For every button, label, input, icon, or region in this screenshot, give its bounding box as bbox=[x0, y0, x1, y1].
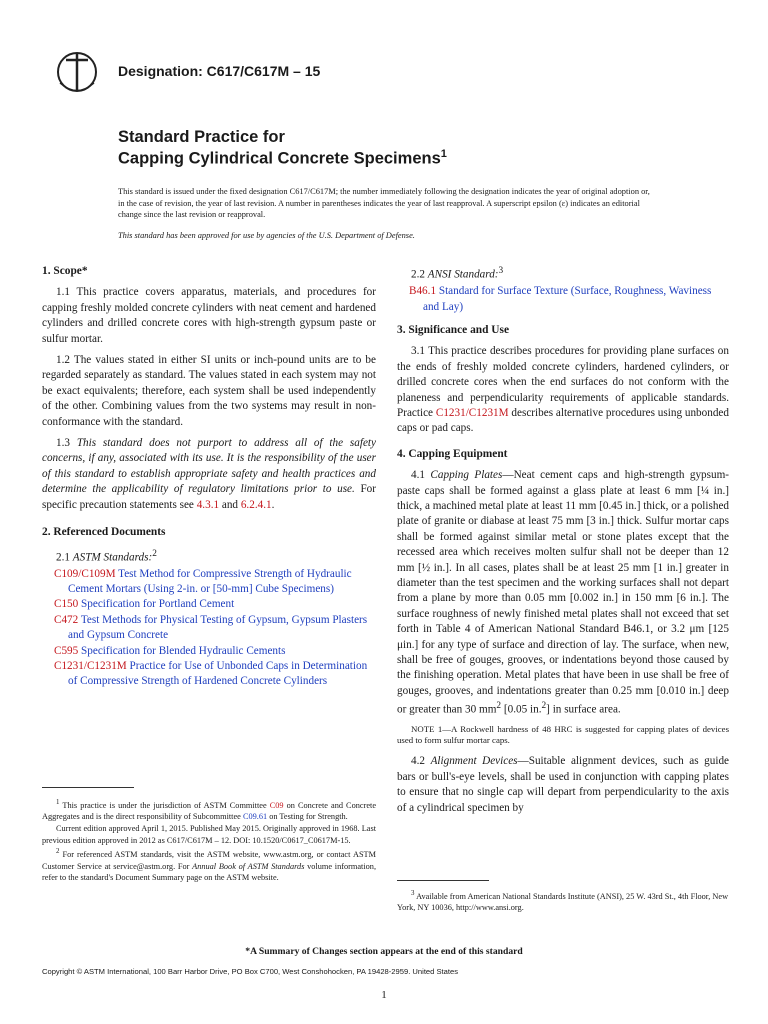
para-1-1: 1.1 This practice covers apparatus, materials, and procedures for capping freshly molded concrete cylinders with neat cement and hardened cylinders and drilled concrete cores with high-strength gypsum paste or sulfur mortar. bbox=[42, 286, 376, 345]
para-text: —Suitable alignment devices, such as guide bars or bull's-eye levels, shall be used in conjunction with capping plates to ensure that no single cap will depart from perpendicularity to the axis of a cylindrical specimen by bbox=[397, 755, 730, 814]
ref-item bbox=[42, 644, 376, 659]
para-text: [0.05 in. bbox=[501, 704, 542, 717]
superscript: 2 bbox=[541, 701, 547, 712]
ref-code-link[interactable]: C472 bbox=[54, 613, 79, 626]
link-c09-61[interactable]: C09.61 bbox=[242, 812, 268, 822]
right-column bbox=[397, 264, 729, 822]
sub-label: ANSI Standard: bbox=[427, 268, 499, 281]
note-1: NOTE 1—A Rockwell hardness of 48 HRC is suggested for capping plates of devices used to form sulfur mortar caps. bbox=[397, 724, 729, 746]
ref-title-link[interactable]: Practice for Use of Unbonded Caps in Determination of Compressive Strength of Hardened Concrete Cylinders bbox=[68, 660, 368, 688]
ref-code-link[interactable]: C109/C109M bbox=[54, 567, 116, 580]
ref-code-link[interactable]: C595 bbox=[54, 644, 79, 657]
para-num: 4.1 bbox=[411, 469, 431, 482]
para-text: describes alternative procedures using unbonded caps or pad caps. bbox=[397, 406, 729, 435]
section-4-heading: 4. Capping Equipment bbox=[397, 447, 508, 460]
footnote-1: $^1$ This practice is under the jurisdiction of ASTM Committee C09 on Concrete and Concrete Aggregates and is the direct responsibility of Subcommittee C09.61 on Testing for Strength. bbox=[42, 799, 376, 822]
dod-approval: This standard has been approved for use by agencies of the U.S. Department of Defense. bbox=[118, 231, 415, 240]
ref-title-link[interactable]: Specification for Portland Cement bbox=[78, 598, 235, 611]
designation: Designation: C617/C617M – 15 bbox=[118, 63, 321, 79]
para-text: ] in surface area. bbox=[546, 704, 621, 717]
footnotes-right bbox=[397, 888, 729, 914]
ref-item bbox=[42, 613, 376, 644]
para-4-1 bbox=[397, 468, 729, 718]
fn-text: on Testing for Strength. bbox=[267, 812, 348, 822]
copyright: Copyright © ASTM International, 100 Barr Harbor Drive, PO Box C700, West Conshohocken, PA 19428-2959. United States bbox=[42, 967, 459, 976]
fn-text: This practice is under the jurisdiction of ASTM Committee bbox=[62, 800, 270, 810]
section-2-heading: 2. Referenced Documents bbox=[42, 526, 166, 539]
footnote-2: $^2$ For referenced ASTM standards, visit the ASTM website, www.astm.org, or contact ASTM Customer Service at service@astm.org. For Annual Book of ASTM Standards volume information, refer to the standard's Document Summary page on the ASTM website. bbox=[42, 848, 377, 883]
footnote-1-current-edition: Current edition approved April 1, 2015. Published May 2015. Originally approved in 1968. Last previous edition approved in 2012 as C617/C617M – 12. DOI: 10.1520/C0617_C0617M-15. bbox=[42, 823, 376, 845]
ref-code-link[interactable]: B46.1 bbox=[409, 285, 437, 298]
ansi-standard-label bbox=[411, 264, 729, 283]
fn-text: on Concrete and Concrete Aggregates and is the direct responsibility of Subcommittee bbox=[42, 800, 376, 822]
para-text: For specific precaution statements see bbox=[42, 483, 377, 511]
link-4-3-1[interactable]: 4.3.1 bbox=[196, 498, 220, 511]
para-text: . bbox=[271, 498, 275, 511]
ref-title-link[interactable]: Specification for Blended Hydraulic Cements bbox=[78, 644, 286, 657]
para-num: 1.3 bbox=[56, 437, 77, 450]
para-3-1 bbox=[397, 344, 729, 436]
section-1-heading: 1. Scope* bbox=[42, 265, 88, 277]
para-text: —Neat cement caps and high-strength gypsum-paste caps shall be formed against a glass plate at least 6 mm [¼ in.] thick, a machined metal plate at least 11 mm [0.45 in.] thick, or a polished plate of granite or diabase at least 75 mm [3 in.] thick. Sulfur mortar caps shall be formed against similar metal or stone plates except that the recessed area which receives molten sulfur shall not be deeper than 12 mm [½ in.]. In all cases, plates shall be at least 25 mm [1 in.] greater in diameter than the test specimen and the working surfaces shall not depart from a plane by more than 0.05 mm [0.002 in.] in 150 mm [6 in.]. The surface roughness of newly finished metal plates shall not exceed that set forth in Table 4 of American National Standard B46.1, or 3.2 μm [125 μin.] for any type of surface and direction of lay. The surface, when new, shall be free of gouges, grooves, or indentations beyond those caused by the finishing operation. Metal plates that have been in use shall be free of gouges, grooves, and indentations greater than 0.25 mm [0.010 in.] deep or greater than 30 mm bbox=[397, 469, 730, 717]
ref-item bbox=[42, 597, 376, 612]
title-line-2 bbox=[118, 148, 447, 169]
sub-label: ASTM Standards: bbox=[72, 551, 153, 564]
para-num: 2.1 bbox=[56, 551, 73, 564]
ref-title-link[interactable]: Test Methods for Physical Testing of Gypsum, Gypsum Plasters and Gypsum Concrete bbox=[68, 613, 368, 642]
safety-statement: This standard does not purport to address all of the safety concerns, if any, associated with its use. It is the responsibility of the user of this standard to establish appropriate safety and health practices and determine the applicability of regulatory limitations prior to use. bbox=[42, 437, 377, 496]
left-column bbox=[42, 264, 376, 690]
title-text: Capping Cylindrical Concrete Specimens bbox=[118, 149, 441, 168]
page-number: 1 bbox=[381, 989, 387, 1001]
para-num: 4.2 bbox=[411, 755, 431, 768]
ref-code-link[interactable]: C150 bbox=[54, 598, 79, 611]
link-c09[interactable]: C09 bbox=[269, 800, 284, 810]
footnotes-left bbox=[42, 797, 376, 884]
ref-item bbox=[42, 659, 376, 690]
link-6-2-4-1[interactable]: 6.2.4.1 bbox=[240, 498, 272, 511]
ref-item bbox=[42, 567, 376, 598]
superscript: 2 bbox=[496, 701, 502, 712]
title-footnote-mark: 1 bbox=[440, 148, 447, 160]
para-num: 2.2 bbox=[411, 268, 428, 281]
footnote-3: $^3$ Available from American National Standards Institute (ANSI), 25 W. 43rd St., 4th Floor, New York, NY 10036, http://www.ansi.org. bbox=[397, 890, 729, 913]
astm-logo-icon bbox=[44, 50, 110, 106]
astm-standards-label bbox=[56, 547, 376, 566]
ref-item bbox=[397, 284, 729, 315]
para-1-3 bbox=[42, 436, 376, 513]
para-label: Alignment Devices bbox=[430, 755, 518, 768]
footnote-divider-left bbox=[42, 787, 134, 788]
fn-italic: Annual Book of ASTM Standards bbox=[192, 861, 305, 871]
para-text: and bbox=[219, 498, 241, 511]
astm-logo bbox=[44, 50, 110, 106]
footnote-mark: 3 bbox=[498, 266, 504, 276]
ref-code-link[interactable]: C1231/C1231M bbox=[54, 660, 127, 673]
ref-title-link[interactable]: Test Method for Compressive Strength of Hydraulic Cement Mortars (Using 2-in. or [50-mm] Cube Specimens) bbox=[68, 567, 352, 596]
fn-text: For referenced ASTM standards, visit the ASTM website, www.astm.org, or contact ASTM Customer Service at service@astm.org. For bbox=[42, 849, 377, 871]
fn-text: Available from American National Standards Institute (ANSI), 25 W. 43rd St., 4th Floor, New York, NY 10036, http://www.ansi.org. bbox=[397, 891, 729, 913]
footnote-divider-right bbox=[397, 880, 489, 881]
para-1-2: 1.2 The values stated in either SI units or inch-pound units are to be regarded separately as standard. The values stated in each system may not be exact equivalents; therefore, each system shall be used independently of the other. Combining values from the two systems may result in non-conformance with the standard. bbox=[42, 354, 376, 428]
ref-title-link[interactable]: Standard for Surface Texture (Surface, Roughness, Waviness and Lay) bbox=[423, 285, 712, 313]
footnote-mark: 2 bbox=[152, 548, 157, 559]
title-line-1: Standard Practice for bbox=[118, 128, 285, 146]
para-4-2 bbox=[397, 754, 729, 816]
section-3-heading: 3. Significance and Use bbox=[397, 323, 510, 336]
para-text: 3.1 This practice describes procedures for providing plane surfaces on the ends of freshly molded concrete cylinders, hardened cylinders, or drilled concrete cores when the end surfaces do not conform with the planeness and perpendicularity requirements of applicable standards. Practice bbox=[397, 345, 729, 419]
standard-notice: This standard is issued under the fixed designation C617/C617M; the number immediately following the designation indicates the year of original adoption or, in the case of revision, the year of last revision. A number in parentheses indicates the year of last reapproval. A superscript epsilon (ε) indicates an editorial change since the last revision or reapproval. bbox=[118, 187, 650, 220]
para-label: Capping Plates bbox=[430, 469, 503, 482]
fn-text: volume information, refer to the standard's Document Summary page on the ASTM website. bbox=[42, 861, 377, 883]
summary-of-changes-note: *A Summary of Changes section appears at the end of this standard bbox=[245, 946, 523, 957]
link-c1231[interactable]: C1231/C1231M bbox=[435, 406, 509, 419]
